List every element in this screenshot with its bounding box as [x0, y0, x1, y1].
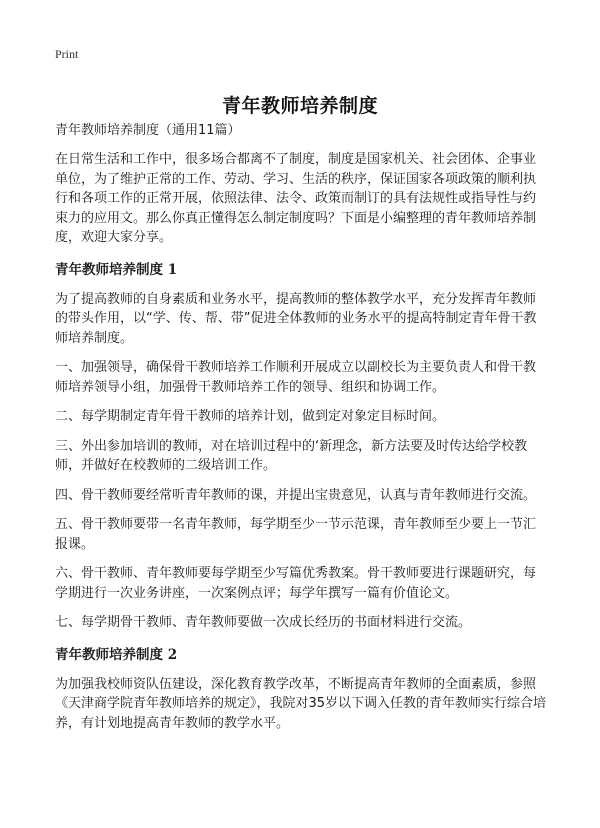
section-heading-1: 青年教师培养制度 1 — [55, 261, 178, 278]
document-body — [55, 121, 548, 743]
section-1-item: 三、外出参加培训的教师，对在培训过程中的‘新理念，新方法要及时传达给学校教师，并做好在校教师的二级培训工作。 — [55, 438, 528, 473]
section-1-item: 二、每学期制定青年骨干教师的培养计划，做到定对象定目标时间。 — [55, 409, 446, 424]
section-2-paragraph: 为加强我校师资队伍建设，深化教育教学改革，不断提高青年教师的全面素质，参照《天津商学院青年教师培养的规定》，我院对35岁以下调入任教的青年教师实行综合培养，有计划地提高青年教师的教学水平。 — [55, 676, 547, 731]
section-1-item: 一、加强领导，确保骨干教师培养工作顺利开展成立以副校长为主要负责人和骨干教师培养领导小组，加强骨干教师培养工作的领导、组织和协调工作。 — [55, 360, 537, 395]
section-1-item: 四、骨干教师要经常听青年教师的课，并提出宝贵意见，认真与青年教师进行交流。 — [55, 487, 537, 503]
section-1-item: 六、骨干教师、青年教师要每学期至少写篇优秀教案。骨干教师要进行课题研究，每学期进行一次业务讲座，一次案例点评；每学年撰写一篇有价值论文。 — [55, 566, 537, 601]
page-title: 青年教师培养制度 — [221, 94, 378, 117]
section-1-item: 五、骨干教师要带一名青年教师，每学期至少一节示范课，青年教师至少要上一节汇报课。 — [55, 517, 537, 552]
document-subtitle: 青年教师培养制度（通用11篇） — [55, 123, 241, 138]
section-1-item: 七、每学期骨干教师、青年教师要做一次成长经历的书面材料进行交流。 — [55, 615, 472, 630]
section-heading-2: 青年教师培养制度 2 — [55, 646, 178, 663]
section-1-paragraph: 为了提高教师的自身素质和业务水平，提高教师的整体教学水平，充分发挥青年教师的带头作用，以“学、传、帮、带”促进全体教师的业务水平的提高特制定青年骨干教师培养制度。 — [55, 291, 537, 346]
print-link[interactable]: Print — [55, 47, 79, 61]
intro-paragraph: 在日常生活和工作中，很多场合都离不了制度，制度是国家机关、社会团体、企事业单位，为了维护正常的工作、劳动、学习、生活的秩序，保证国家各项政策的顺利执行和各项工作的正常开展，依照法律、法令、政策而制订的具有法规性或指导性与约束力的应用文。那么你真正懂得怎么制定制度吗？下面是小编整理的青年教师培养制度，欢迎大家分享。 — [55, 152, 537, 245]
